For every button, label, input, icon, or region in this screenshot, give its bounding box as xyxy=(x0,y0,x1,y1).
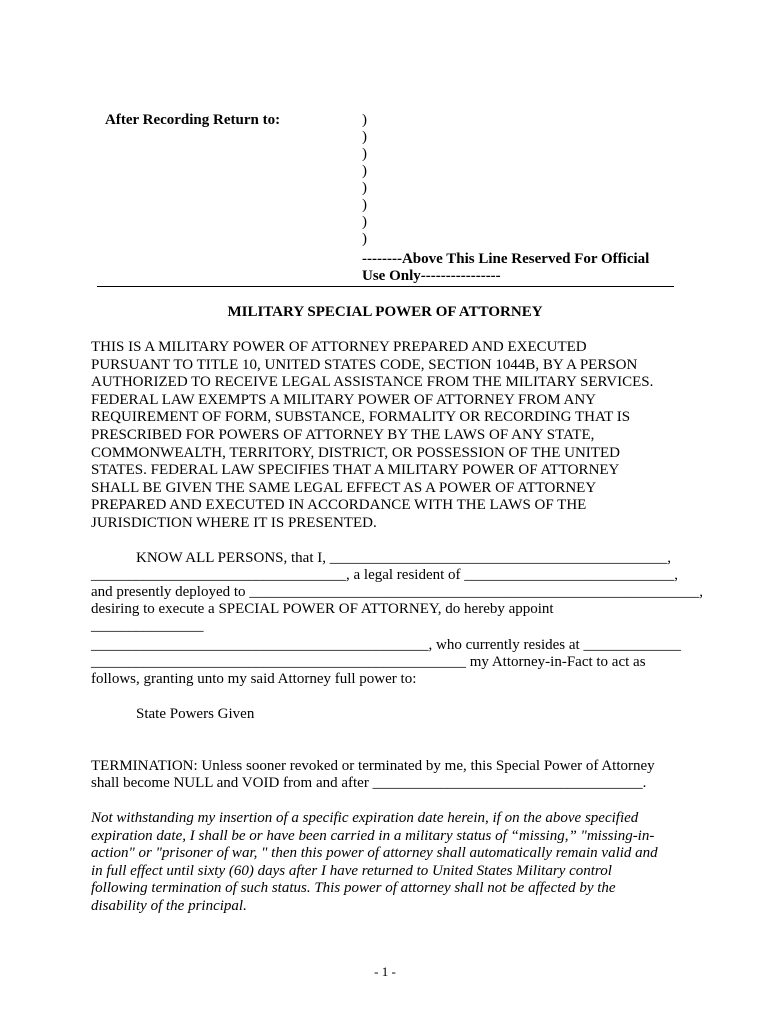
paren: ) xyxy=(362,214,367,230)
paren: ) xyxy=(362,197,367,213)
return-to-label: After Recording Return to: xyxy=(105,112,281,128)
know-line-1: KNOW ALL PERSONS, that I, _____________________________________________, xyxy=(136,550,672,566)
notice-line: JURISDICTION WHERE IT IS PRESENTED. xyxy=(91,514,377,531)
notwithstanding-line: expiration date, I shall be or have been carried in a military status of “missing,” "missing-in- xyxy=(91,827,655,844)
powers-label: State Powers Given xyxy=(136,706,255,722)
know-line-3: and presently deployed to ____________________________________________________________, xyxy=(91,584,704,600)
document-title: MILITARY SPECIAL POWER OF ATTORNEY xyxy=(227,304,543,320)
notwithstanding-line: Not withstanding my insertion of a specific expiration date herein, if on the above specified xyxy=(91,810,639,826)
notice-line: COMMONWEALTH, TERRITORY, DISTRICT, OR POSSESSION OF THE UNITED xyxy=(91,444,620,461)
know-line-5: _______________ xyxy=(91,618,204,634)
know-line-2: __________________________________, a legal resident of ____________________________, xyxy=(91,567,679,583)
recording-divider xyxy=(97,286,674,287)
notice-line: FEDERAL LAW EXEMPTS A MILITARY POWER OF ATTORNEY FROM ANY xyxy=(91,391,596,408)
page-number: - 1 - xyxy=(374,964,396,979)
notice-line: AUTHORIZED TO RECEIVE LEGAL ASSISTANCE FROM THE MILITARY SERVICES. xyxy=(91,374,654,391)
notwithstanding-paragraph xyxy=(91,810,658,916)
paren: ) xyxy=(362,163,367,179)
paren: ) xyxy=(362,146,367,162)
paren: ) xyxy=(362,231,367,247)
notice-line: PRESCRIBED FOR POWERS OF ATTORNEY BY THE LAWS OF ANY STATE, xyxy=(91,426,595,443)
paren: ) xyxy=(362,180,367,196)
notwithstanding-line: in full effect until sixty (60) days after I have returned to United States Military control xyxy=(91,862,612,879)
paren: ) xyxy=(362,129,367,145)
reserved-line-2: Use Only---------------- xyxy=(362,268,501,284)
notwithstanding-line: action" or "prisoner of war, " then this power of attorney shall automatically remain valid and xyxy=(91,845,658,862)
notice-paragraph xyxy=(91,339,653,533)
know-line-7: __________________________________________________ my Attorney-in-Fact to act as xyxy=(91,654,646,670)
notwithstanding-line: following termination of such status. This power of attorney shall not be affected by the xyxy=(91,880,616,897)
notice-line: STATES. FEDERAL LAW SPECIFIES THAT A MILITARY POWER OF ATTORNEY xyxy=(91,462,620,479)
termination-line-2: shall become NULL and VOID from and after ____________________________________. xyxy=(91,775,647,791)
notwithstanding-line: disability of the principal. xyxy=(91,897,247,914)
know-line-4: desiring to execute a SPECIAL POWER OF ATTORNEY, do hereby appoint xyxy=(91,601,554,617)
notice-line: PREPARED AND EXECUTED IN ACCORDANCE WITH THE LAWS OF THE xyxy=(91,497,587,514)
notice-line: REQUIREMENT OF FORM, SUBSTANCE, FORMALITY OR RECORDING THAT IS xyxy=(91,409,631,426)
termination-line-1: TERMINATION: Unless sooner revoked or terminated by me, this Special Power of Attorney xyxy=(91,758,655,774)
notice-line: THIS IS A MILITARY POWER OF ATTORNEY PREPARED AND EXECUTED xyxy=(91,339,587,355)
know-line-6: _____________________________________________, who currently resides at _____________ xyxy=(91,637,681,653)
paren: ) xyxy=(362,112,367,128)
notice-line: PURSUANT TO TITLE 10, UNITED STATES CODE, SECTION 1044B, BY A PERSON xyxy=(91,356,638,373)
know-line-8: follows, granting unto my said Attorney full power to: xyxy=(91,671,417,687)
reserved-line-1: --------Above This Line Reserved For Official xyxy=(362,251,650,267)
notice-line: SHALL BE GIVEN THE SAME LEGAL EFFECT AS A POWER OF ATTORNEY xyxy=(91,479,597,496)
